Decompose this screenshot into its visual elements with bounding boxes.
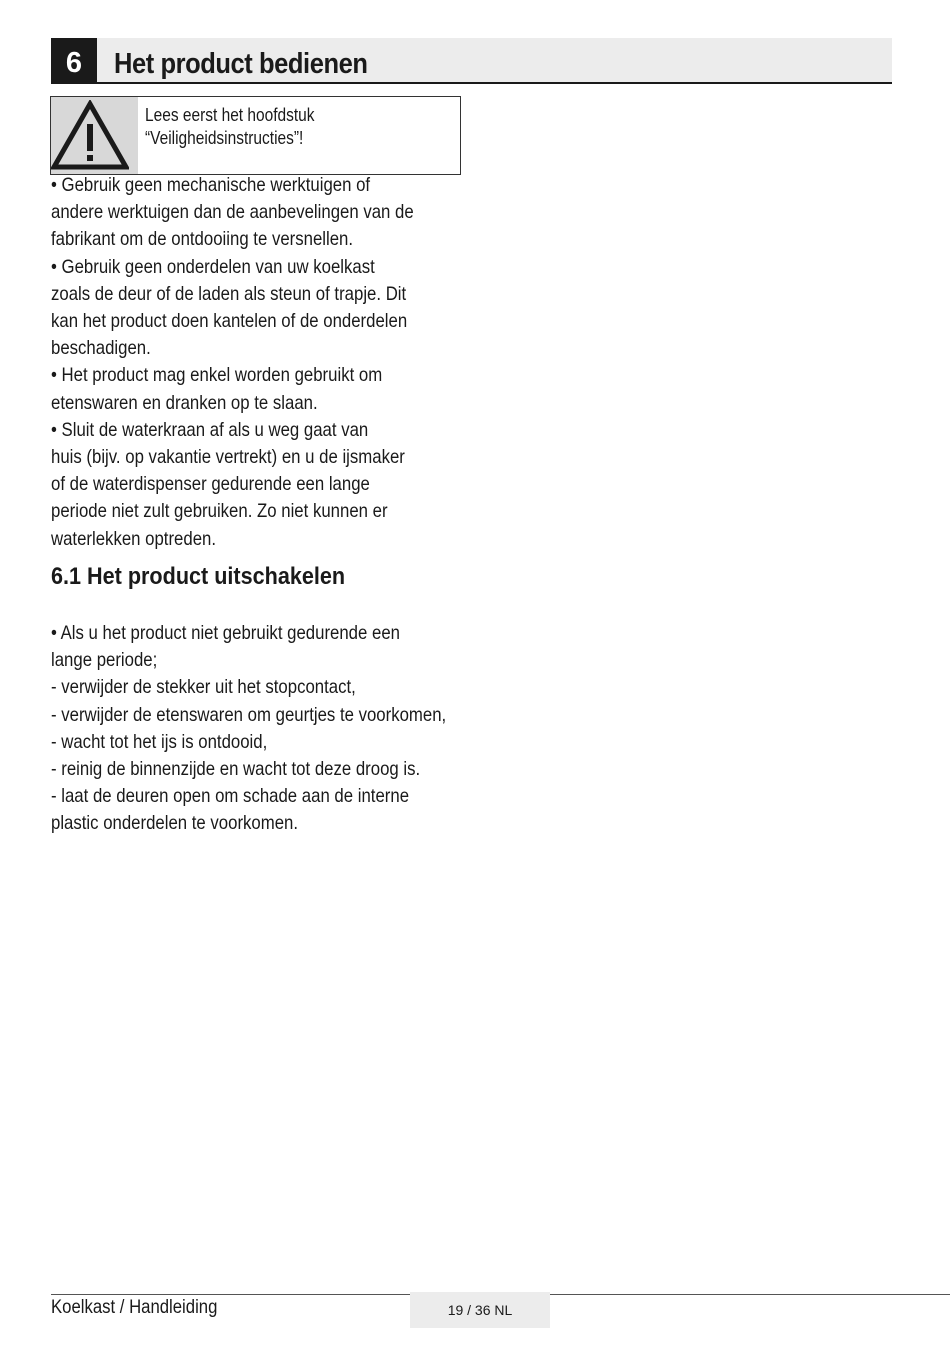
text-line: fabrikant om de ontdooiing te versnellen.: [51, 228, 354, 251]
footer-page-number: 19 / 36 NL: [410, 1292, 550, 1328]
intro-paragraphs: [51, 172, 414, 553]
text-line: lange periode;: [51, 649, 158, 672]
text-line: - reinig de binnenzijde en wacht tot deze droog is.: [51, 758, 421, 781]
text-line: - verwijder de etenswaren om geurtjes te voorkomen,: [51, 703, 447, 726]
warning-icon-cell: [51, 97, 138, 174]
text-line: - wacht tot het ijs is ontdooid,: [51, 730, 268, 753]
warning-triangle-icon: [51, 100, 129, 170]
text-line: • Als u het product niet gebruikt gedurende een: [51, 622, 400, 644]
text-line: of de waterdispenser gedurende een lange: [51, 473, 370, 496]
text-line: • Het product mag enkel worden gebruikt om: [51, 364, 383, 387]
text-line: kan het product doen kantelen of de onderdelen: [51, 310, 408, 333]
text-line: - laat de deuren open om schade aan de interne: [51, 785, 410, 808]
warning-box: [50, 96, 461, 175]
text-line: • Gebruik geen mechanische werktuigen of: [51, 174, 371, 196]
text-line: plastic onderdelen te voorkomen.: [51, 812, 299, 835]
text-line: - verwijder de stekker uit het stopcontact,: [51, 676, 356, 699]
text-line: waterlekken optreden.: [51, 527, 217, 550]
warning-line: Lees eerst het hoofdstuk: [145, 105, 315, 125]
text-line: etenswaren en dranken op te slaan.: [51, 391, 318, 414]
text-line: beschadigen.: [51, 337, 151, 360]
text-line: andere werktuigen dan de aanbevelingen van de: [51, 201, 414, 224]
text-line: zoals de deur of de laden als steun of trapje. Dit: [51, 282, 407, 305]
footer-document-title: Koelkast / Handleiding: [51, 1297, 218, 1318]
text-line: • Sluit de waterkraan af als u weg gaat van: [51, 418, 369, 441]
chapter-title: Het product bedienen: [114, 48, 368, 80]
text-line: huis (bijv. op vakantie vertrekt) en u de ijsmaker: [51, 446, 405, 469]
section-title: 6.1 Het product uitschakelen: [51, 563, 346, 590]
warning-line: “Veiligheidsinstructies”!: [145, 128, 304, 148]
text-line: • Gebruik geen onderdelen van uw koelkast: [51, 255, 375, 278]
chapter-header: [51, 38, 892, 84]
section-paragraphs: [51, 620, 446, 838]
warning-text: [145, 104, 315, 150]
text-line: periode niet zult gebruiken. Zo niet kunnen er: [51, 500, 388, 523]
chapter-number: 6: [51, 38, 97, 82]
